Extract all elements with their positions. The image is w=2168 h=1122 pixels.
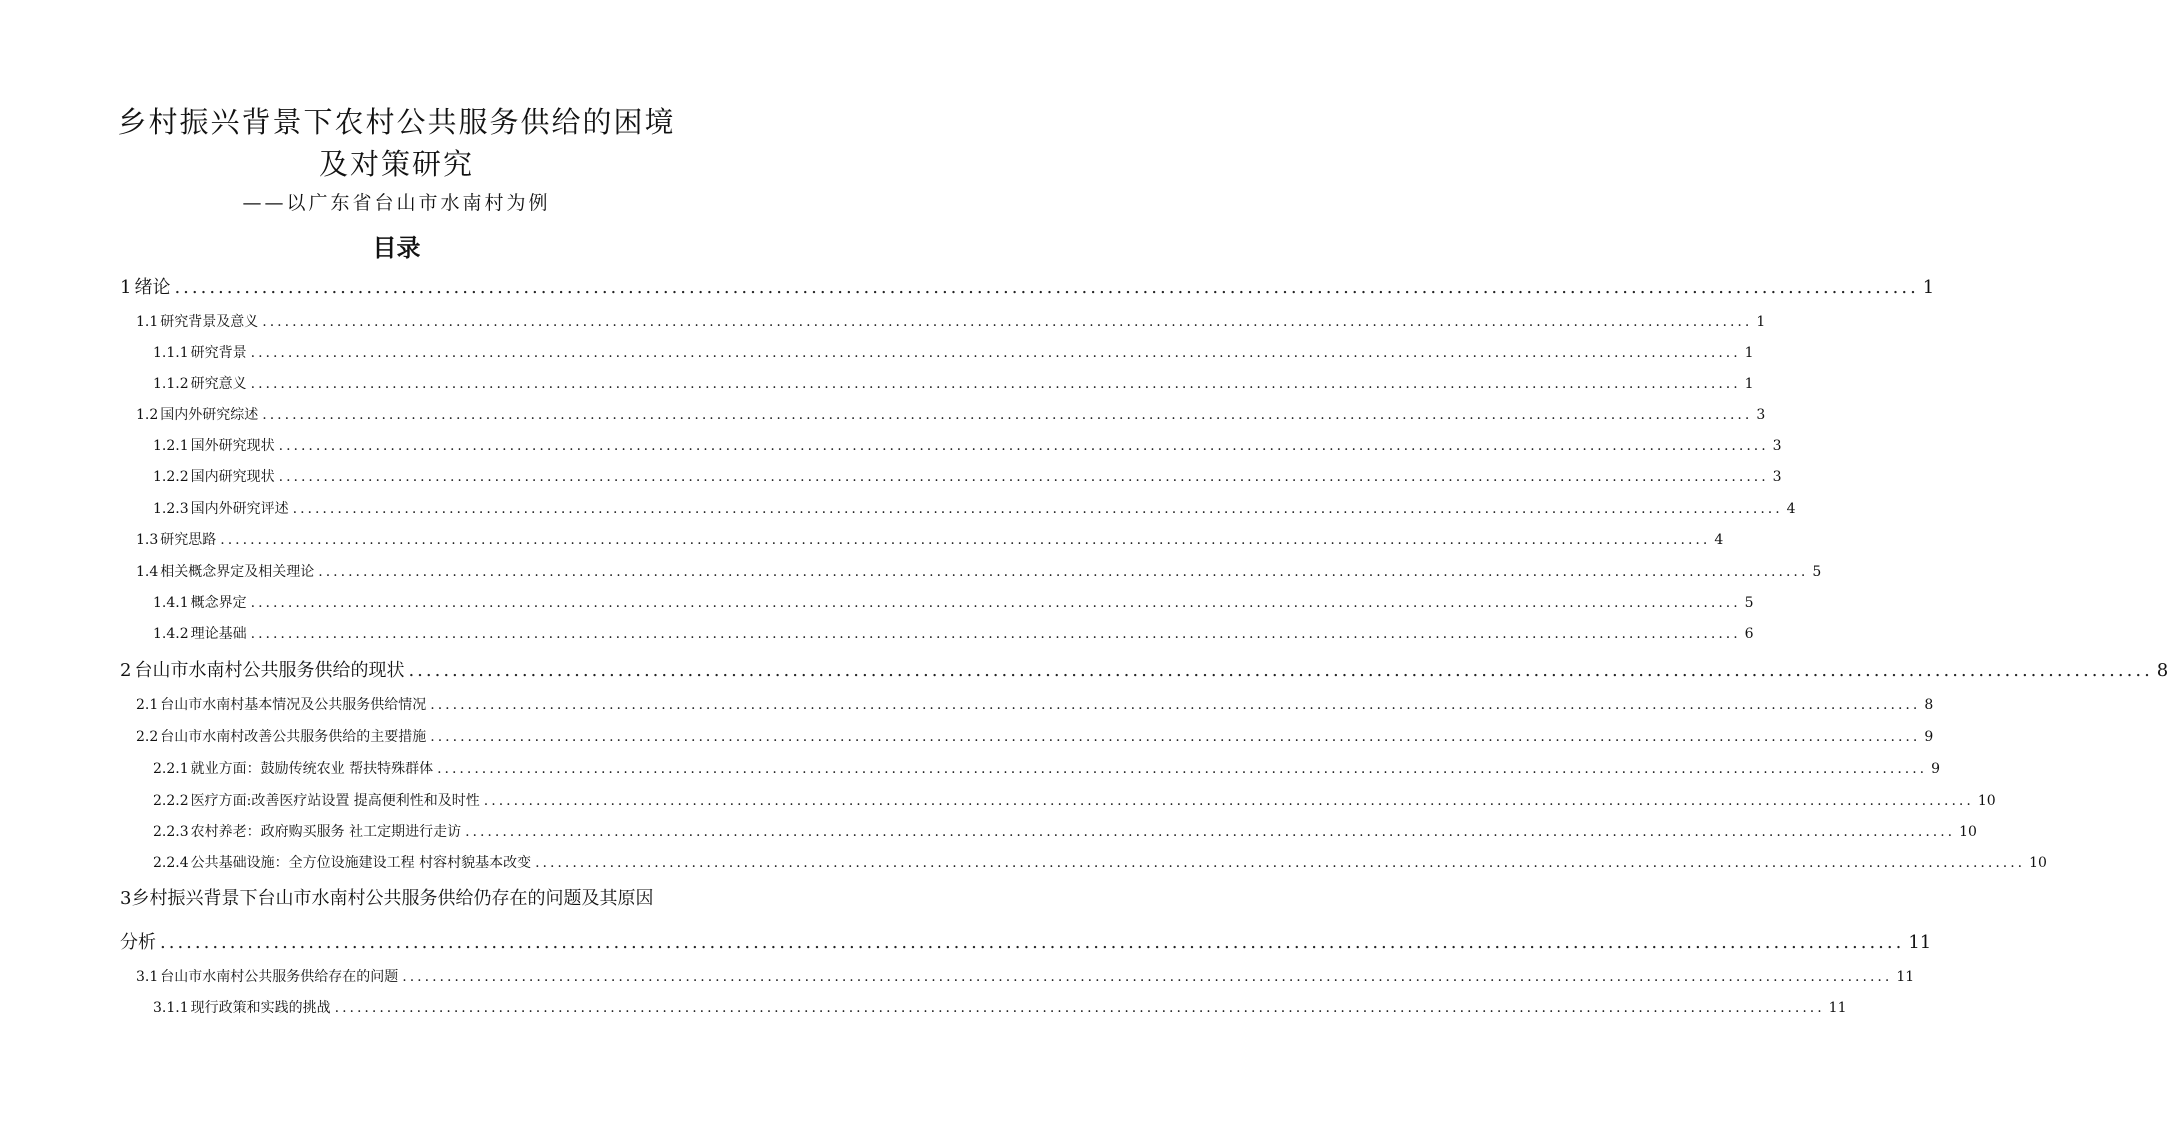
toc-label: 现行政策和实践的挑战	[190, 1000, 331, 1016]
toc-leader: ........................................................................................................................................................................................................	[483, 793, 1974, 809]
toc-number: 1.2.1	[153, 438, 189, 454]
toc-leader: ........................................................................................................................................................................................................	[220, 532, 1711, 548]
toc-leader: ........................................................................................................................................................................................................	[262, 407, 1753, 423]
toc-entry[interactable]	[153, 758, 1941, 778]
toc-entry[interactable]	[136, 561, 1822, 581]
subtitle: ——以广东省台山市水南村为例	[242, 192, 551, 214]
toc-label: 就业方面：鼓励传统农业 帮扶特殊群体	[190, 761, 434, 777]
toc-page: 5	[1812, 564, 1822, 580]
toc-entry[interactable]	[136, 311, 1766, 331]
toc-leader: ........................................................................................................................................................................................................	[334, 1000, 1825, 1016]
toc-label: 绪论	[134, 277, 171, 298]
toc-entry[interactable]	[153, 498, 1796, 518]
toc-leader: ........................................................................................................................................................................................................	[174, 277, 1919, 298]
toc-number: 1.1.1	[153, 345, 189, 361]
toc-entry[interactable]	[153, 997, 1847, 1017]
toc-leader: ........................................................................................................................................................................................................	[250, 595, 1741, 611]
toc-page: 8	[2156, 660, 2168, 681]
toc-label-line-2: 分析	[120, 932, 156, 953]
toc-label: 理论基础	[190, 626, 247, 642]
toc-label: 医疗方面:改善医疗站设置 提高便利性和及时性	[190, 793, 480, 809]
toc-number: 1.2.2	[153, 469, 189, 485]
toc-page: 10	[1959, 824, 1977, 840]
toc-label: 农村养老：政府购买服务 社工定期进行走访	[190, 824, 462, 840]
toc-leader: ........................................................................................................................................................................................................	[402, 969, 1893, 985]
toc-label: 台山市水南村公共服务供给存在的问题	[160, 969, 399, 985]
toc-entry[interactable]	[136, 694, 1934, 714]
toc-page: 1	[1744, 376, 1754, 392]
toc-number: 3.1.1	[153, 1000, 189, 1016]
toc-number: 1.4	[136, 564, 159, 580]
toc-leader: ........................................................................................................................................................................................................	[278, 438, 1769, 454]
toc-leader: ........................................................................................................................................................................................................	[250, 345, 1741, 361]
toc-leader: ........................................................................................................................................................................................................	[535, 855, 2026, 871]
toc-label: 台山市水南村公共服务供给的现状	[134, 660, 405, 681]
toc-label: 研究思路	[160, 532, 217, 548]
toc-leader: ........................................................................................................................................................................................................	[430, 697, 1921, 713]
toc-entry-chapter-3-cont[interactable]	[120, 928, 1932, 954]
toc-entry[interactable]	[136, 404, 1766, 424]
toc-page: 3	[1772, 469, 1782, 485]
toc-number: 2.2.4	[153, 855, 189, 871]
toc-page: 9	[1924, 729, 1934, 745]
toc-number: 1.1.2	[153, 376, 189, 392]
toc-page: 3	[1756, 407, 1766, 423]
toc-number: 1.2.3	[153, 501, 189, 517]
toc-entry[interactable]	[153, 342, 1754, 362]
toc-entry[interactable]	[120, 656, 2168, 682]
toc-label: 台山市水南村改善公共服务供给的主要措施	[160, 729, 427, 745]
toc-leader: ........................................................................................................................................................................................................	[262, 314, 1753, 330]
toc-page: 8	[1924, 697, 1934, 713]
toc-label: 相关概念界定及相关理论	[160, 564, 315, 580]
toc-number: 3.1	[136, 969, 159, 985]
toc-page: 10	[2029, 855, 2047, 871]
toc-entry[interactable]	[153, 821, 1977, 841]
toc-number: 2.2.1	[153, 761, 189, 777]
toc-page: 10	[1977, 793, 1996, 809]
toc-page: 11	[1908, 932, 1932, 953]
title-line-1: 乡村振兴背景下农村公共服务供给的困境	[117, 105, 676, 139]
toc-page: 11	[1896, 969, 1915, 985]
toc-entry[interactable]	[153, 373, 1754, 393]
toc-page: 5	[1744, 595, 1754, 611]
toc-page: 11	[1828, 1000, 1847, 1016]
toc-label: 国内外研究评述	[190, 501, 289, 517]
toc-page: 9	[1931, 761, 1941, 777]
toc-label: 公共基础设施：全方位设施建设工程 村容村貌基本改变	[190, 855, 532, 871]
toc-label: 研究背景及意义	[160, 314, 259, 330]
toc-page: 6	[1744, 626, 1754, 642]
toc-leader: ........................................................................................................................................................................................................	[250, 376, 1741, 392]
toc-entry[interactable]	[153, 466, 1782, 486]
toc-leader: ........................................................................................................................................................................................................	[465, 824, 1956, 840]
toc-number: 2.2	[136, 729, 159, 745]
toc-number: 2	[120, 660, 132, 681]
toc-entry[interactable]	[153, 790, 1996, 810]
toc-page: 4	[1786, 501, 1796, 517]
toc-label: 台山市水南村基本情况及公共服务供给情况	[160, 697, 427, 713]
toc-leader: ........................................................................................................................................................................................................	[437, 761, 1928, 777]
toc-entry-chapter-3[interactable]	[120, 884, 672, 910]
toc-leader: ........................................................................................................................................................................................................	[278, 469, 1769, 485]
toc-number: 1	[120, 277, 132, 298]
toc-label: 研究意义	[190, 376, 247, 392]
toc-entry[interactable]	[136, 529, 1724, 549]
toc-page: 1	[1744, 345, 1754, 361]
toc-entry[interactable]	[153, 852, 2047, 872]
toc-number: 1.4.1	[153, 595, 189, 611]
title-line-2: 及对策研究	[318, 147, 474, 181]
toc-leader: ........................................................................................................................................................................................................	[160, 932, 1905, 953]
toc-page: 1	[1756, 314, 1766, 330]
toc-page: 3	[1772, 438, 1782, 454]
toc-number: 2.2.2	[153, 793, 189, 809]
toc-label: 概念界定	[190, 595, 247, 611]
toc-entry[interactable]	[136, 726, 1934, 746]
toc-number: 1.1	[136, 314, 159, 330]
toc-number: 1.4.2	[153, 626, 189, 642]
toc-number: 2.1	[136, 697, 159, 713]
toc-entry[interactable]	[153, 623, 1754, 643]
toc-entry[interactable]	[153, 435, 1782, 455]
toc-leader: ........................................................................................................................................................................................................	[292, 501, 1783, 517]
toc-label: 国外研究现状	[190, 438, 275, 454]
toc-label: 国内研究现状	[190, 469, 275, 485]
toc-entry[interactable]	[153, 592, 1754, 612]
toc-entry[interactable]	[120, 273, 1935, 299]
toc-leader: ........................................................................................................................................................................................................	[430, 729, 1921, 745]
toc-leader: ........................................................................................................................................................................................................	[250, 626, 1741, 642]
toc-page: 4	[1714, 532, 1724, 548]
toc-page: 1	[1922, 277, 1935, 298]
toc-number: 3	[120, 888, 132, 909]
toc-entry[interactable]	[136, 966, 1915, 986]
toc-number: 2.2.3	[153, 824, 189, 840]
toc-label-line-1: 乡村振兴背景下台山市水南村公共服务供给仍存在的问题及其原因	[131, 888, 654, 909]
toc-leader: ........................................................................................................................................................................................................	[318, 564, 1809, 580]
toc-number: 1.2	[136, 407, 159, 423]
toc-number: 1.3	[136, 532, 159, 548]
toc-leader: ........................................................................................................................................................................................................	[408, 660, 2153, 681]
toc-heading: 目录	[372, 234, 421, 262]
toc-label: 国内外研究综述	[160, 407, 259, 423]
toc-label: 研究背景	[190, 345, 247, 361]
